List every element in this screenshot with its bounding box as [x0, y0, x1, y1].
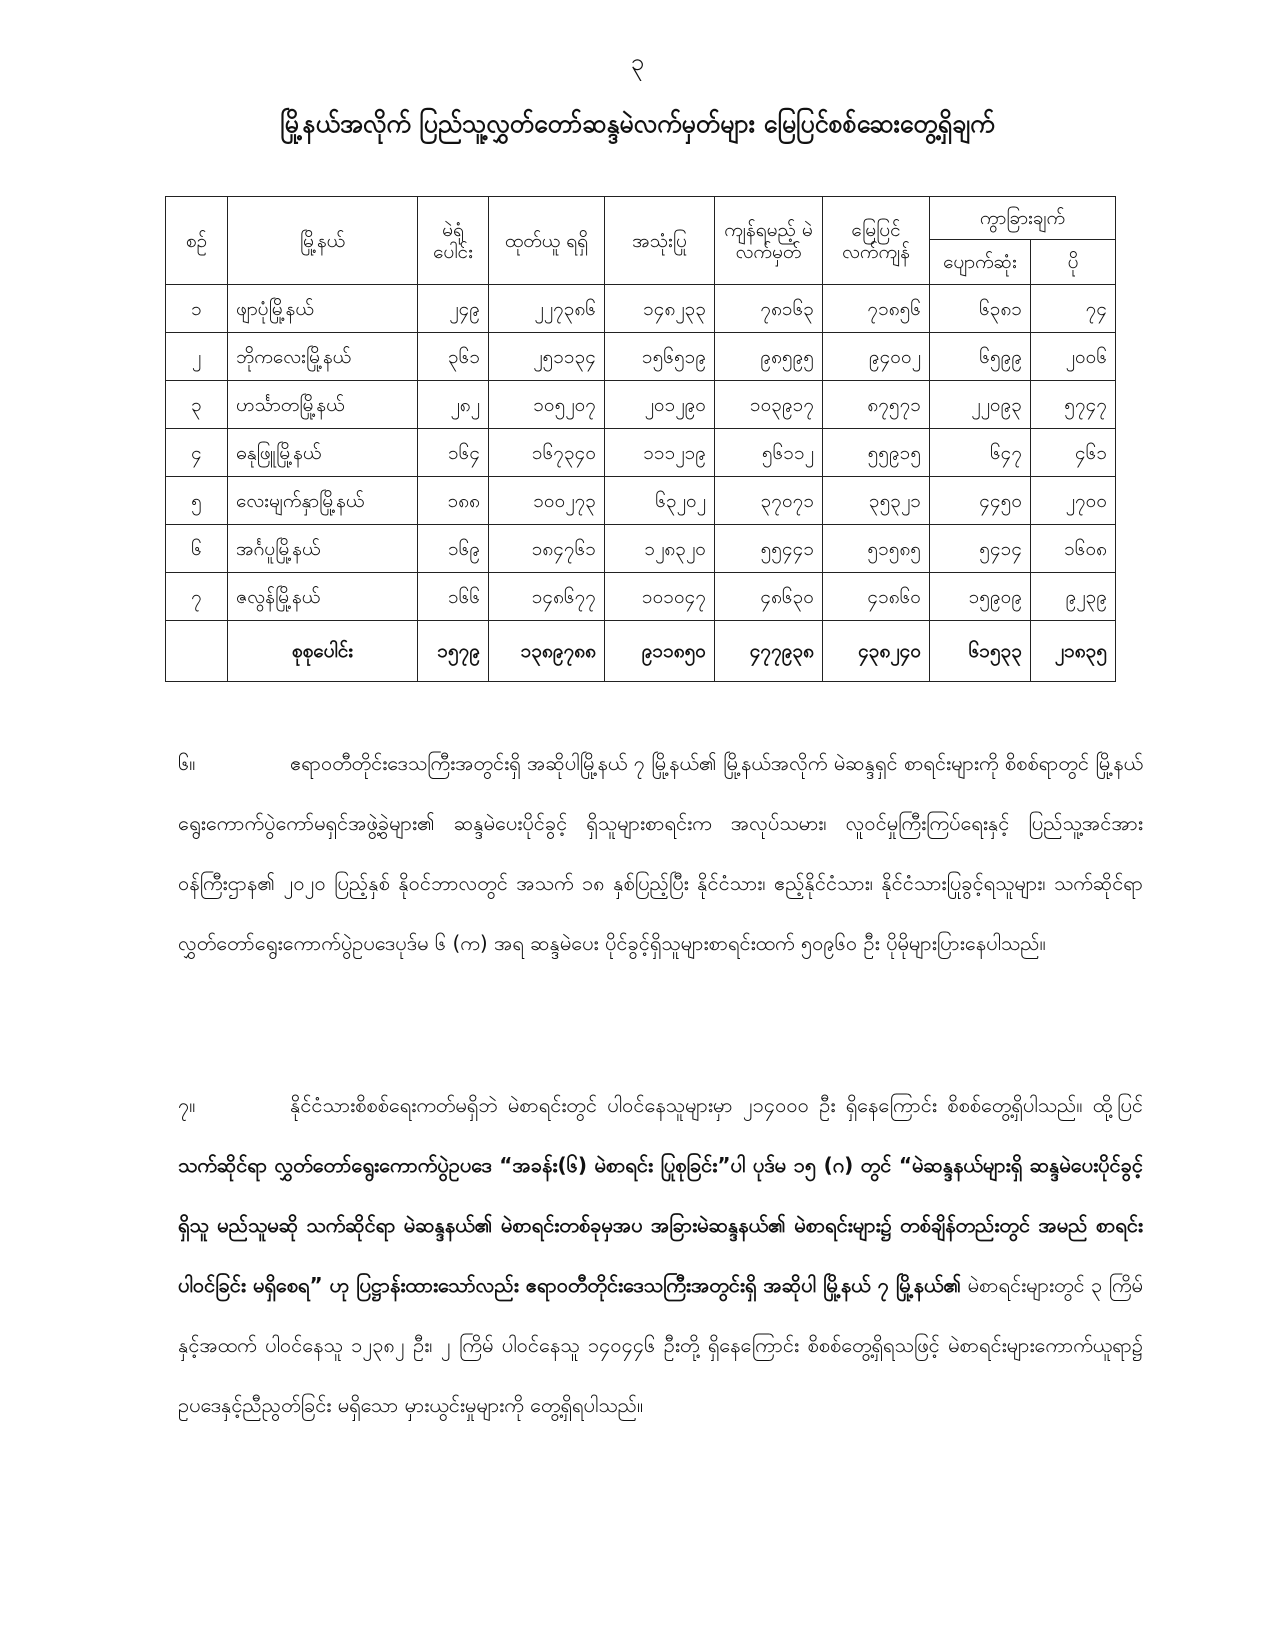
paragraph-6: [178, 733, 1143, 973]
document-title: မြို့နယ်အလိုက် ပြည်သူ့လွှတ်တော်ဆန္ဒမဲလက်မှတ်များ မြေပြင်စစ်ဆေးတွေ့ရှိချက်: [280, 109, 995, 138]
total-should-remain: ၄၇၇၉၃၈: [715, 621, 823, 682]
cell-received: ၁၆၇၃၄၀: [489, 429, 605, 477]
cell-stations: ၃၆၁: [418, 333, 489, 381]
total-excess: ၂၁၈၃၅: [1031, 621, 1116, 682]
cell-excess: ၄၆၁: [1031, 429, 1116, 477]
cell-should-remain: ၅၅၄၄၁: [715, 525, 823, 573]
table-row: [166, 285, 1116, 333]
cell-used: ၁၀၁၀၄၇: [605, 573, 715, 621]
paragraph-7: [178, 1075, 1143, 1435]
cell-should-remain: ၃၇၀၇၁: [715, 477, 823, 525]
paragraph-7-text: နိုင်ငံသားစိစစ်ရေးကတ်မရှိဘဲ မဲစာရင်းတွင် ပါဝင်နေသူများမှာ ၂၁၄၀၀၀ ဦး ရှိနေကြောင်း စိစစ်တွေ့ရှိပါသည်။ ထို့ပြင်: [290, 1093, 1143, 1117]
cell-excess: ၇၄: [1031, 285, 1116, 333]
cell-received: ၁၀၅၂၀၇: [489, 381, 605, 429]
header-difference: ကွာခြားချက်: [930, 197, 1116, 240]
header-no: စဉ်: [166, 197, 228, 285]
total-used: ၉၁၁၈၅၀: [605, 621, 715, 682]
total-actual-remain: ၄၃၈၂၄၀: [823, 621, 930, 682]
cell-township: အင်္ဂပူမြို့နယ်: [228, 525, 418, 573]
paragraph-6-text: ဧရာဝတီတိုင်းဒေသကြီးအတွင်းရှိ အဆိုပါမြို့နယ် ၇ မြို့နယ်၏ မြို့နယ်အလိုက် မဲဆန္ဒရှင် စာရင်းများကို စိစစ်ရာတွင် မြို့နယ်ရွေးကောက်ပွဲကော်မရှင်အဖွဲ့ခွဲများ၏ ဆန္ဒမဲပေးပိုင်ခွင့် ရှိသူများစာရင်းက အလုပ်သမား၊ လူဝင်မှုကြီးကြပ်ရေးနှင့် ပြည်သူ့အင်အား ဝန်ကြီးဌာန၏ ၂၀၂၀ ပြည့်နှစ် နိုဝင်ဘာလတွင် အသက် ၁၈ နှစ်ပြည့်ပြီး နိုင်ငံသား၊ ဧည့်နိုင်ငံသား၊ နိုင်ငံသားပြုခွင့်ရသူများ၊ သက်ဆိုင်ရာလွှတ်တော်ရွေးကောက်ပွဲဥပဒေပုဒ်မ ၆ (က) အရ ဆန္ဒမဲပေး ပိုင်ခွင့်ရှိသူများစာရင်းထက် ၅၀၉၆၀ ဦး ပိုမိုများပြားနေပါသည်။: [178, 751, 1143, 955]
cell-actual-remain: ၉၄၀၀၂: [823, 333, 930, 381]
table-row: [166, 429, 1116, 477]
cell-stations: ၁၆၉: [418, 525, 489, 573]
cell-used: ၁၅၆၅၁၉: [605, 333, 715, 381]
cell-missing: ၆၃၈၁: [930, 285, 1031, 333]
cell-should-remain: ၉၈၅၉၅: [715, 333, 823, 381]
cell-used: ၁၄၈၂၃၃: [605, 285, 715, 333]
cell-township: ဘိုကလေးမြို့နယ်: [228, 333, 418, 381]
cell-should-remain: ၇၈၁၆၃: [715, 285, 823, 333]
cell-no: ၁: [166, 285, 228, 333]
paragraph-7-text-end: မဲစာရင်းများတွင် ၃ ကြိမ်နှင့်အထက် ပါဝင်နေသူ ၁၂၃၈၂ ဦး၊ ၂ ကြိမ် ပါဝင်နေသူ ၁၄၀၄၄၆ ဦးတို့ ရှိနေကြောင်း စိစစ်တွေ့ရှိရသဖြင့် မဲစာရင်းများကောက်ယူရာ၌ ဥပဒေနှင့်ညီညွတ်ခြင်း မရှိသော မှားယွင်းမှုများကို တွေ့ရှိရပါသည်။: [178, 1273, 1143, 1417]
header-excess: ပို: [1031, 240, 1116, 285]
header-received: ထုတ်ယူ ရရှိ: [489, 197, 605, 285]
cell-township: ဟင်္သာတမြို့နယ်: [228, 381, 418, 429]
cell-missing: ၆၄၇: [930, 429, 1031, 477]
total-label: စုစုပေါင်း: [228, 621, 418, 682]
cell-excess: ၁၆၀၈: [1031, 525, 1116, 573]
cell-actual-remain: ၇၁၈၅၆: [823, 285, 930, 333]
cell-missing: ၁၅၉၀၉: [930, 573, 1031, 621]
table-row: [166, 333, 1116, 381]
cell-excess: ၅၇၄၇: [1031, 381, 1116, 429]
cell-township: ဓနုဖြူမြို့နယ်: [228, 429, 418, 477]
cell-received: ၁၈၄၇၆၁: [489, 525, 605, 573]
total-received: ၁၃၈၉၇၈၈: [489, 621, 605, 682]
paragraph-7-bold-text: သက်ဆိုင်ရာ လွှတ်တော်ရွေးကောက်ပွဲဥပဒေ “အခန်း(၆) မဲစာရင်း ပြုစုခြင်း”ပါ ပုဒ်မ ၁၅ (ဂ) တွင် “မဲဆန္ဒနယ်များရှိ ဆန္ဒမဲပေးပိုင်ခွင့်ရှိသူ မည်သူမဆို သက်ဆိုင်ရာ မဲဆန္ဒနယ်၏ မဲစာရင်းတစ်ခုမှအပ အခြားမဲဆန္ဒနယ်၏ မဲစာရင်းများ၌ တစ်ချိန်တည်းတွင် အမည် စာရင်း ပါဝင်ခြင်း မရှိစေရ” ဟု ပြဋ္ဌာန်းထားသော်လည်း ဧရာဝတီတိုင်းဒေသကြီးအတွင်းရှိ အဆိုပါ မြို့နယ် ၇ မြို့နယ်၏: [178, 1153, 1143, 1297]
cell-excess: ၉၂၃၉: [1031, 573, 1116, 621]
table-row: [166, 381, 1116, 429]
cell-stations: ၂၄၉: [418, 285, 489, 333]
cell-stations: ၁၈၈: [418, 477, 489, 525]
cell-actual-remain: ၃၅၃၂၁: [823, 477, 930, 525]
header-township: မြို့နယ်: [228, 197, 418, 285]
total-row: [166, 621, 1116, 682]
paragraph-7-number: ၇။: [178, 1093, 196, 1117]
cell-no: ၂: [166, 333, 228, 381]
table-header-row: [166, 197, 1116, 240]
cell-should-remain: ၁၀၃၉၁၇: [715, 381, 823, 429]
cell-should-remain: ၄၈၆၃၀: [715, 573, 823, 621]
table-row: [166, 573, 1116, 621]
cell-no-empty: [166, 621, 228, 682]
results-table: [165, 196, 1116, 682]
cell-no: ၃: [166, 381, 228, 429]
cell-no: ၆: [166, 525, 228, 573]
cell-actual-remain: ၅၁၅၈၅: [823, 525, 930, 573]
cell-actual-remain: ၈၇၅၇၁: [823, 381, 930, 429]
cell-stations: ၁၆၆: [418, 573, 489, 621]
cell-township: လေးမျက်နှာမြို့နယ်: [228, 477, 418, 525]
cell-used: ၆၃၂၀၂: [605, 477, 715, 525]
cell-received: ၁၄၈၆၇၇: [489, 573, 605, 621]
cell-missing: ၄၄၅၀: [930, 477, 1031, 525]
total-stations: ၁၅၇၉: [418, 621, 489, 682]
header-actual-remain: မြေပြင် လက်ကျန်: [823, 197, 930, 285]
cell-received: ၁၀၀၂၇၃: [489, 477, 605, 525]
cell-received: ၂၂၇၃၈၆: [489, 285, 605, 333]
cell-used: ၁၂၈၃၂၀: [605, 525, 715, 573]
cell-missing: ၅၄၁၄: [930, 525, 1031, 573]
cell-stations: ၂၈၂: [418, 381, 489, 429]
cell-used: ၁၁၁၂၁၉: [605, 429, 715, 477]
total-missing: ၆၁၅၃၃: [930, 621, 1031, 682]
cell-should-remain: ၅၆၁၁၂: [715, 429, 823, 477]
cell-no: ၄: [166, 429, 228, 477]
cell-township: ဇလွန်မြို့နယ်: [228, 573, 418, 621]
table-row: [166, 525, 1116, 573]
cell-actual-remain: ၅၅၉၁၅: [823, 429, 930, 477]
header-missing: ပျောက်ဆုံး: [930, 240, 1031, 285]
header-used: အသုံးပြု: [605, 197, 715, 285]
cell-missing: ၆၅၉၉: [930, 333, 1031, 381]
header-polling-stations: မဲရုံ ပေါင်း: [418, 197, 489, 285]
cell-used: ၂၀၁၂၉၀: [605, 381, 715, 429]
header-should-remain: ကျန်ရမည့် မဲလက်မှတ်: [715, 197, 823, 285]
page-number: ၃: [630, 48, 645, 76]
cell-actual-remain: ၄၁၈၆၀: [823, 573, 930, 621]
cell-excess: ၂၇၀၀: [1031, 477, 1116, 525]
paragraph-6-number: ၆။: [178, 751, 196, 775]
cell-missing: ၂၂၀၉၃: [930, 381, 1031, 429]
cell-no: ၅: [166, 477, 228, 525]
cell-received: ၂၅၁၁၃၄: [489, 333, 605, 381]
cell-stations: ၁၆၄: [418, 429, 489, 477]
cell-township: ဖျာပုံမြို့နယ်: [228, 285, 418, 333]
cell-no: ၇: [166, 573, 228, 621]
cell-excess: ၂၀၀၆: [1031, 333, 1116, 381]
table-row: [166, 477, 1116, 525]
